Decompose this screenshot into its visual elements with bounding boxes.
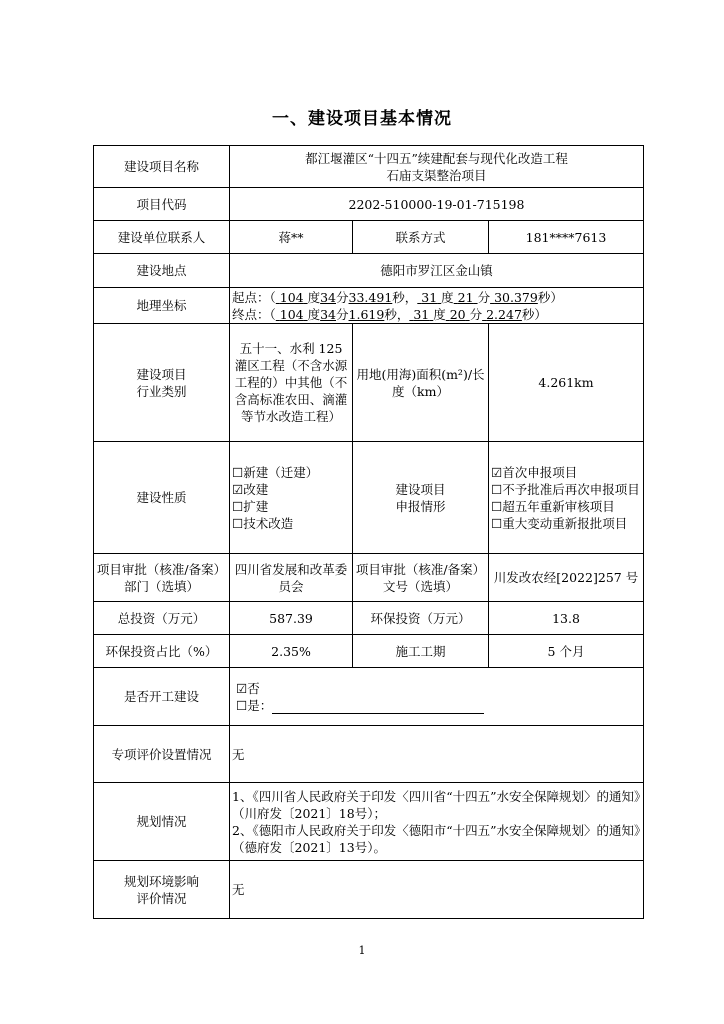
row-contact xyxy=(94,221,644,254)
period-label: 施工工期 xyxy=(353,635,489,668)
approval-doc-label: 项目审批（核准/备案）文号（选填） xyxy=(353,554,489,602)
declare-option-first[interactable]: ☑首次申报项目 xyxy=(491,464,578,480)
started-options xyxy=(230,668,644,726)
end-point: 终点：（ 104 度34分1.619秒， 31 度 20 分 2.247秒） xyxy=(232,306,547,322)
nature-option-tech[interactable]: ☐技术改造 xyxy=(232,515,294,531)
coordinates-value xyxy=(230,288,644,324)
approval-value: 四川省发展和改革委员会 xyxy=(230,554,353,602)
nature-options xyxy=(230,442,353,554)
contact-method-label: 联系方式 xyxy=(353,221,489,254)
project-info-table xyxy=(93,145,644,919)
nature-option-rebuild[interactable]: ☑改建 xyxy=(232,481,269,497)
ratio-label: 环保投资占比（%） xyxy=(94,635,230,668)
period-value: 5 个月 xyxy=(489,635,644,668)
special-eval-value: 无 xyxy=(230,726,644,783)
contact-label: 建设单位联系人 xyxy=(94,221,230,254)
row-ratio xyxy=(94,635,644,668)
declare-option-major-change[interactable]: ☐重大变动重新报批项目 xyxy=(491,515,628,531)
row-nature xyxy=(94,442,644,554)
nature-option-expand[interactable]: ☐扩建 xyxy=(232,498,269,514)
industry-label: 建设项目 行业类别 xyxy=(94,324,230,442)
nature-label: 建设性质 xyxy=(94,442,230,554)
started-label: 是否开工建设 xyxy=(94,668,230,726)
approval-label: 项目审批（核准/备案）部门（选填） xyxy=(94,554,230,602)
row-project-name xyxy=(94,146,644,188)
special-eval-label: 专项评价设置情况 xyxy=(94,726,230,783)
started-option-no[interactable]: ☑否 xyxy=(236,680,260,696)
row-planning-env xyxy=(94,861,644,919)
row-coordinates xyxy=(94,288,644,324)
row-planning xyxy=(94,783,644,861)
nature-option-new[interactable]: ☐新建（迁建） xyxy=(232,464,319,480)
env-investment-label: 环保投资（万元） xyxy=(353,602,489,635)
planning-value xyxy=(230,783,644,861)
planning-item-1: 1、《四川省人民政府关于印发〈四川省“十四五”水安全保障规划〉的通知》（川府发〔2021〕18号）； xyxy=(232,788,641,821)
coordinates-label: 地理坐标 xyxy=(94,288,230,324)
investment-label: 总投资（万元） xyxy=(94,602,230,635)
row-location xyxy=(94,254,644,288)
start-point: 起点：（ 104 度34分33.491秒， 31 度 21 分 30.379秒） xyxy=(232,289,563,305)
declare-option-resubmit[interactable]: ☐不予批准后再次申报项目 xyxy=(491,481,640,497)
industry-value: 五十一、水利 125 灌区工程（不含水源工程的）中其他（不含高标准农田、滴灌等节水改造工程） xyxy=(230,324,353,442)
declare-label: 建设项目 申报情形 xyxy=(353,442,489,554)
declare-option-five-years[interactable]: ☐超五年重新审核项目 xyxy=(491,498,615,514)
started-option-yes[interactable]: ☐是： xyxy=(236,697,641,714)
contact-method-value: 181****7613 xyxy=(489,221,644,254)
location-value: 德阳市罗江区金山镇 xyxy=(230,254,644,288)
project-code-label: 项目代码 xyxy=(94,188,230,221)
row-special-eval xyxy=(94,726,644,783)
row-investment xyxy=(94,602,644,635)
planning-env-label: 规划环境影响 评价情况 xyxy=(94,861,230,919)
declare-options xyxy=(489,442,644,554)
contact-value: 蒋** xyxy=(230,221,353,254)
project-code-value: 2202-510000-19-01-715198 xyxy=(230,188,644,221)
row-industry xyxy=(94,324,644,442)
approval-doc-value: 川发改农经[2022]257 号 xyxy=(489,554,644,602)
planning-env-value: 无 xyxy=(230,861,644,919)
row-started xyxy=(94,668,644,726)
location-label: 建设地点 xyxy=(94,254,230,288)
ratio-value: 2.35% xyxy=(230,635,353,668)
investment-value: 587.39 xyxy=(230,602,353,635)
row-project-code xyxy=(94,188,644,221)
project-name-label: 建设项目名称 xyxy=(94,146,230,188)
planning-item-2: 2、《德阳市人民政府关于印发〈德阳市“十四五”水安全保障规划〉的通知》（德府发〔2021〕13号）。 xyxy=(232,822,641,855)
env-investment-value: 13.8 xyxy=(489,602,644,635)
project-name-value: 都江堰灌区“十四五”续建配套与现代化改造工程 石庙支渠整治项目 xyxy=(230,146,644,188)
area-label: 用地(用海)面积(m²)/长度（km） xyxy=(353,324,489,442)
section-title: 一、建设项目基本情况 xyxy=(272,109,452,129)
area-value: 4.261km xyxy=(489,324,644,442)
page-number: 1 xyxy=(358,944,366,957)
planning-label: 规划情况 xyxy=(94,783,230,861)
row-approval xyxy=(94,554,644,602)
